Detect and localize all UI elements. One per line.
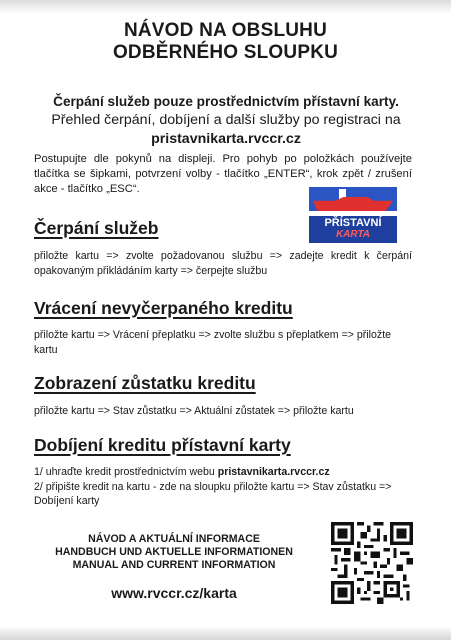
footer-info: [34, 533, 314, 573]
footer-line-1: NÁVOD A AKTUÁLNÍ INFORMACE: [88, 533, 260, 545]
footer-line-3: MANUAL AND CURRENT INFORMATION: [72, 559, 276, 572]
title-line-1: NÁVOD NA OBSLUHU: [123, 20, 328, 41]
page-top-shadow: [0, 0, 451, 14]
dobijeni-step-2: 2/ připište kredit na kartu - zde na sloupku přiložte kartu => Stav zůstatku => Dobíjení karty: [34, 480, 392, 507]
dobijeni-site-link: pristavnikarta.rvccr.cz: [217, 466, 330, 478]
instructions-paragraph: Postupujte dle pokynů na displeji. Pro pohyb po položkách používejte tlačítka se šipkami, potvrzení volby - tlačítko „ENTER“, krok zpět / zrušení akce - tlačítko „ESC“.: [34, 153, 412, 195]
page-title: [0, 20, 451, 64]
qr-code-icon: [331, 522, 413, 604]
intro-line-1: Čerpání služeb pouze prostřednictvím přístavní karty.: [53, 94, 399, 109]
logo-text-line-1: PŘÍSTAVNÍ: [324, 217, 382, 229]
footer-url: www.rvccr.cz/karta: [111, 585, 237, 601]
section-heading-vraceni: Vrácení nevyčerpaného kreditu: [34, 298, 293, 318]
section-text-zustatek: přiložte kartu => Stav zůstatku => Aktuální zůstatek => přiložte kartu: [34, 405, 354, 417]
page-bottom-shadow: [0, 626, 451, 640]
section-text-cerpani: přiložte kartu => zvolte požadovanou službu => zadejte kredit k čerpání opakovaným přikládáním karty => čerpejte službu: [34, 250, 412, 277]
section-heading-dobijeni: Dobíjení kreditu přístavní karty: [34, 435, 291, 455]
title-line-2: ODBĚRNÉHO SLOUPKU: [112, 42, 339, 63]
intro-block: [40, 92, 412, 149]
footer-line-2: HANDBUCH UND AKTUELLE INFORMATIONEN: [55, 546, 293, 559]
section-heading-zustatek: Zobrazení zůstatku kreditu: [34, 373, 256, 393]
dobijeni-step-1: 1/ uhraďte kredit prostřednictvím webu: [34, 466, 218, 478]
section-text-dobijeni: [34, 465, 416, 509]
pristavni-karta-logo: [309, 187, 397, 243]
section-text-vraceni: přiložte kartu => Vrácení přeplatku => zvolte službu s přeplatkem => přiložte kartu: [34, 329, 392, 356]
section-heading-cerpani: Čerpání služeb: [34, 218, 159, 238]
intro-line-2: Přehled čerpání, dobíjení a další služby po registraci na: [51, 112, 401, 128]
intro-site-link: pristavnikarta.rvccr.cz: [151, 131, 301, 147]
logo-text-line-2: KARTA: [335, 229, 371, 240]
